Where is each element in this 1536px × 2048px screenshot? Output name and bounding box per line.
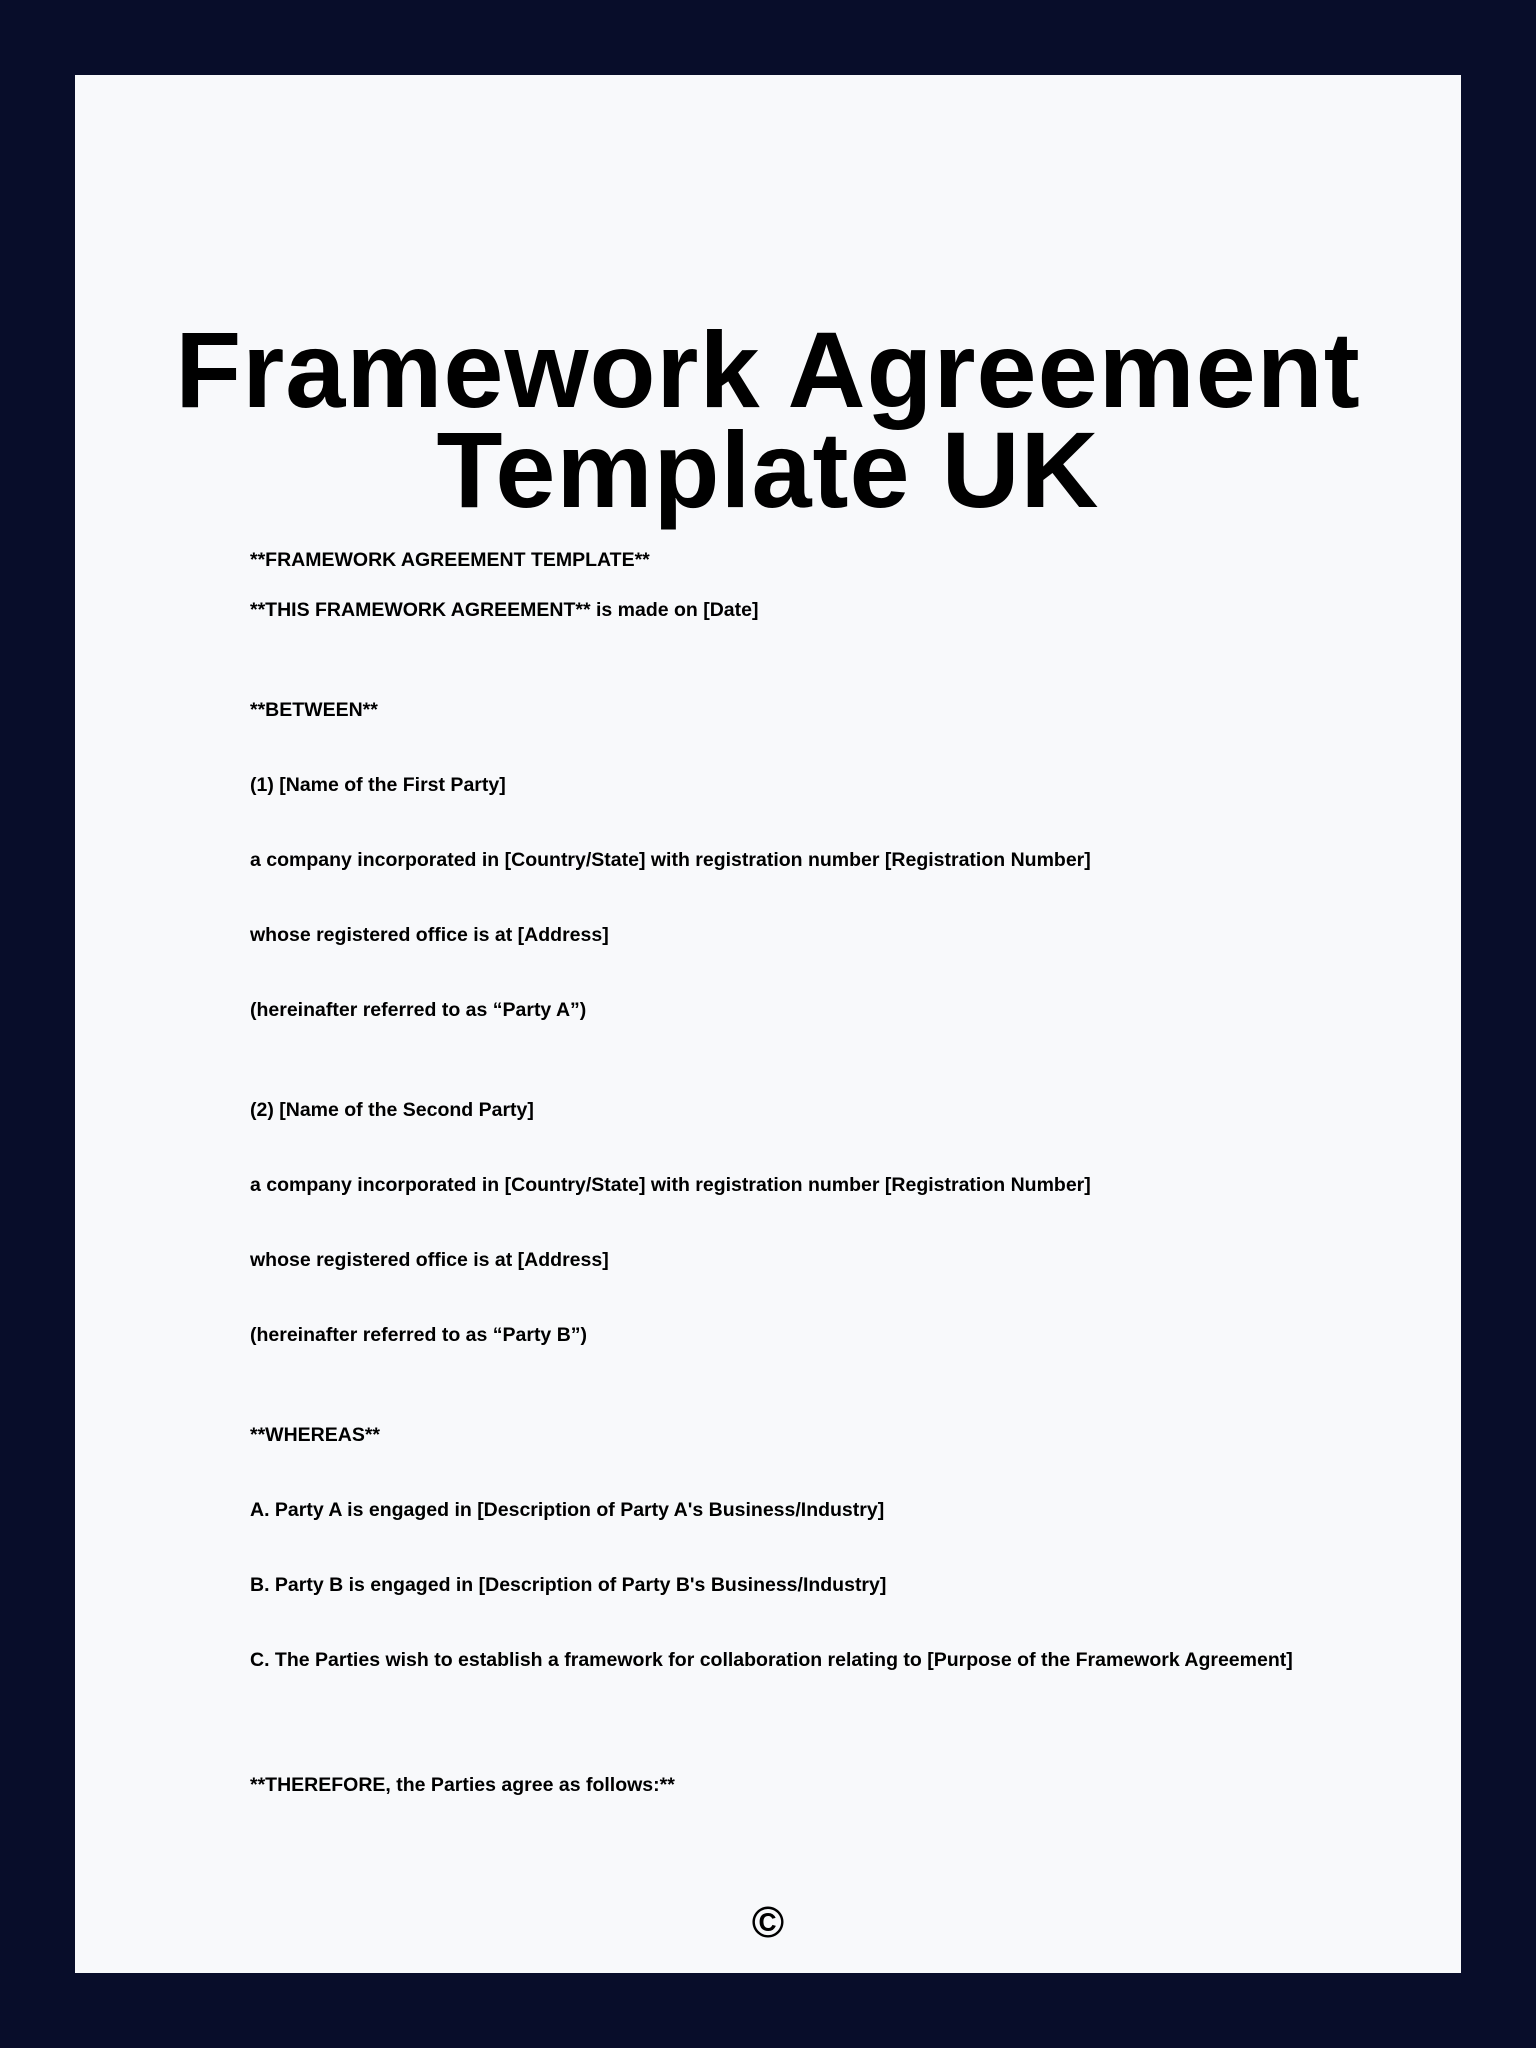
party-b-incorporation: a company incorporated in [Country/State] with registration number [Registration Number] [250, 1174, 1091, 1196]
therefore-clause: **THEREFORE, the Parties agree as follows:** [250, 1774, 675, 1796]
recital-a: A. Party A is engaged in [Description of Party A's Business/Industry] [250, 1499, 885, 1521]
whereas-heading: **WHEREAS** [250, 1424, 381, 1446]
document-title [75, 309, 1461, 530]
title-line-2: Template UK [436, 409, 1100, 530]
document-page [75, 75, 1461, 1973]
party-a-incorporation: a company incorporated in [Country/State] with registration number [Registration Number] [250, 849, 1091, 871]
recital-c: C. The Parties wish to establish a framework for collaboration relating to [Purpose of the Framework Agreement] [250, 1649, 1293, 1671]
agreement-intro: **THIS FRAMEWORK AGREEMENT** is made on [Date] [250, 599, 759, 621]
recital-b: B. Party B is engaged in [Description of Party B's Business/Industry] [250, 1574, 887, 1596]
party-b-reference: (hereinafter referred to as “Party B”) [250, 1324, 588, 1346]
party-b-name: (2) [Name of the Second Party] [250, 1099, 534, 1121]
title-line-1: Framework Agreement [175, 309, 1361, 430]
copyright-icon: © [751, 1898, 785, 1947]
party-a-name: (1) [Name of the First Party] [250, 774, 506, 796]
between-heading: **BETWEEN** [250, 699, 378, 721]
party-b-office: whose registered office is at [Address] [250, 1249, 609, 1271]
party-a-reference: (hereinafter referred to as “Party A”) [250, 999, 587, 1021]
agreement-heading: **FRAMEWORK AGREEMENT TEMPLATE** [250, 549, 650, 571]
party-a-office: whose registered office is at [Address] [250, 924, 609, 946]
